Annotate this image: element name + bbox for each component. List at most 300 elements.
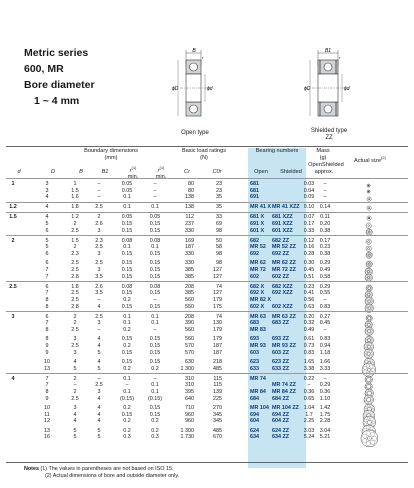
table-row <box>0 412 414 419</box>
cell-shielded: MR 84 ZZ <box>272 388 296 395</box>
cell-cr: 395 <box>185 388 194 395</box>
open-type-drawing <box>160 48 230 128</box>
cell-ms: 0.17 <box>319 237 331 244</box>
cell-open: 634 <box>250 434 259 441</box>
header-bottom-rule <box>6 178 408 179</box>
cell-b1: 4 <box>97 358 101 365</box>
cell-cr: 138 <box>185 204 194 211</box>
cell-d: 11 <box>44 411 50 418</box>
cell-d: 1 <box>11 181 15 187</box>
cell-mo: 0.16 <box>303 244 315 251</box>
cell-b: 2 <box>73 375 77 382</box>
cell-open: MR 93 <box>250 342 266 349</box>
cell-r2: 0.2 <box>151 427 159 434</box>
cell-shielded: 683 ZZ <box>272 320 290 327</box>
table-row <box>0 194 414 201</box>
cell-d: 4 <box>45 214 49 221</box>
table-row <box>0 290 414 297</box>
cell-b1: 2.5 <box>95 260 103 267</box>
cell-shielded: 682 ZZ <box>272 237 290 244</box>
shielded-type-caption: Shielded type ZZ <box>310 128 348 141</box>
table-row <box>0 304 414 311</box>
cell-open: 602 <box>250 273 259 280</box>
cell-open: MR 104 <box>250 404 269 411</box>
shielded-type-drawing <box>294 48 364 128</box>
cell-r1: 0.15 <box>121 220 133 227</box>
cell-ms: 1.66 <box>319 358 331 365</box>
cell-cr: 208 <box>185 283 194 290</box>
cell-shielded: 624 ZZ <box>272 427 290 434</box>
cell-ms: – <box>323 194 327 201</box>
cell-mo: 5.24 <box>303 434 315 441</box>
cell-ms: 0.29 <box>319 283 331 290</box>
bore-title: Bore diameter <box>24 79 95 91</box>
cell-b1: 4 <box>97 395 101 402</box>
cell-mo: 3.03 <box>303 427 315 434</box>
table-row <box>0 389 414 396</box>
cell-b1: 3 <box>97 266 101 273</box>
cell-mo: 0.49 <box>303 326 315 333</box>
cell-cor: 35 <box>216 194 222 201</box>
cell-r1: 0.15 <box>121 303 133 310</box>
cell-open: 693 <box>250 336 259 343</box>
cell-cr: 138 <box>185 194 194 201</box>
cell-d: 8 <box>45 326 49 333</box>
label-r-shielded: r <box>339 55 341 60</box>
table-row <box>0 366 414 373</box>
cell-cr: 710 <box>185 404 194 411</box>
cell-b: 2.3 <box>71 250 79 257</box>
table-bottom-rule <box>6 462 408 463</box>
cell-b: 4 <box>73 411 77 418</box>
cell-b: 4 <box>73 418 77 425</box>
cell-mo: 0.28 <box>303 250 315 257</box>
cell-cor: 218 <box>213 358 222 365</box>
cell-b: 2.5 <box>71 227 79 234</box>
group-rule <box>6 311 408 312</box>
cell-b: 5 <box>73 434 77 441</box>
cell-cr: 560 <box>185 336 194 343</box>
cell-r1: 0.15 <box>121 266 133 273</box>
cell-shielded: 602 ZZ <box>272 273 290 280</box>
cell-cr: 237 <box>185 220 194 227</box>
cell-shielded: 604 ZZ <box>272 418 290 425</box>
cell-cr: 1 300 <box>180 365 194 372</box>
table-row <box>0 428 414 435</box>
cell-r1: 0.08 <box>121 283 133 290</box>
cell-open: 682 X <box>250 283 265 290</box>
cell-open: 623 <box>250 358 259 365</box>
cell-d: 13 <box>44 427 50 434</box>
open-type-caption: Open type <box>181 130 209 136</box>
cell-b1: – <box>97 194 101 201</box>
series-title: Metric series <box>24 47 89 59</box>
cell-d: 3 <box>11 313 15 320</box>
cell-r2: – <box>153 375 157 382</box>
cell-open: MR 41 X <box>250 204 271 211</box>
cell-b: 1 <box>73 181 77 187</box>
cell-ms: 5.21 <box>319 434 331 441</box>
table-row <box>0 181 414 188</box>
cell-cr: 390 <box>185 320 194 327</box>
cell-d: 8 <box>45 388 49 395</box>
cell-mo: 0.61 <box>303 336 315 343</box>
header-mass: Mass (g) <box>316 148 330 161</box>
cell-cr: 310 <box>185 375 194 382</box>
cell-b: 5 <box>73 427 77 434</box>
cell-open: 682 <box>250 237 259 244</box>
cell-cor: 187 <box>213 349 222 356</box>
cell-cr: 960 <box>185 411 194 418</box>
cell-ms: 0.29 <box>319 260 331 267</box>
cell-d: 8 <box>45 296 49 303</box>
group-rule <box>6 235 408 236</box>
cell-cor: 23 <box>216 181 222 187</box>
cell-b: 3 <box>73 336 77 343</box>
table-row <box>0 376 414 383</box>
cell-r2: 0.2 <box>151 365 159 372</box>
cell-b: 2.5 <box>71 342 79 349</box>
cell-mo: 0.83 <box>303 349 315 356</box>
cell-b: 2 <box>73 320 77 327</box>
cell-r2: – <box>153 181 157 187</box>
cell-r1: 0.1 <box>123 375 131 382</box>
cell-d: 3 <box>45 181 49 187</box>
header-boundary: Boundary dimensions (mm) <box>84 148 138 161</box>
table-row <box>0 320 414 327</box>
cell-r1: 0.1 <box>123 388 131 395</box>
cell-b: 2.5 <box>71 296 79 303</box>
cell-ms: 3.04 <box>319 427 331 434</box>
cell-r1: 0.1 <box>123 204 131 211</box>
table-row <box>0 434 414 441</box>
cell-mo: – <box>307 382 311 389</box>
cell-open: 601 X <box>250 227 265 234</box>
cell-ms: 0.58 <box>319 273 331 280</box>
cell-d: 6 <box>45 227 49 234</box>
cell-cor: 58 <box>216 244 222 251</box>
table-row <box>0 314 414 321</box>
cell-cr: 330 <box>185 227 194 234</box>
cell-ms: 2.28 <box>319 418 331 425</box>
cell-b1: 4 <box>97 336 101 343</box>
cell-mo: 0.09 <box>303 194 315 201</box>
table-row <box>0 267 414 274</box>
col-mass-approx: approx. <box>314 169 334 175</box>
cell-cor: 345 <box>213 418 222 425</box>
cell-r1: 0.08 <box>121 237 133 244</box>
cell-cor: 127 <box>213 273 222 280</box>
cell-r1: 0.15 <box>121 411 133 418</box>
cell-ms: 0.83 <box>319 336 331 343</box>
label-r: r <box>202 55 204 60</box>
col-cr: Cr <box>184 169 190 175</box>
cell-cor: 270 <box>213 404 222 411</box>
cell-mo: 0.10 <box>303 204 315 211</box>
cell-b: 2.8 <box>71 273 79 280</box>
cell-cor: 127 <box>213 266 222 273</box>
cell-b1: – <box>97 375 101 382</box>
cell-mo: 1.04 <box>303 404 315 411</box>
table-row <box>0 297 414 304</box>
cell-r1: 0.2 <box>123 365 131 372</box>
cell-r1: 0.2 <box>123 404 131 411</box>
cell-r2: – <box>153 296 157 303</box>
cell-ms: 0.11 <box>319 214 331 221</box>
cell-cor: 33 <box>216 214 222 221</box>
table-row <box>0 228 414 235</box>
cell-cor: 23 <box>216 187 222 194</box>
cell-mo: 0.20 <box>303 313 315 320</box>
table-row <box>0 251 414 258</box>
cell-mo: 0.12 <box>303 237 315 244</box>
cell-open: MR 62 <box>250 260 266 267</box>
table-row <box>0 284 414 291</box>
cell-open: MR 74 <box>250 375 266 382</box>
cell-open: 603 <box>250 349 259 356</box>
cell-shielded: 602 XZZ <box>272 303 293 310</box>
cell-d: 7 <box>45 273 49 280</box>
cell-cr: 80 <box>188 187 194 194</box>
cell-r1: 0.15 <box>121 273 133 280</box>
table-header <box>6 146 408 181</box>
cell-ms: 1.18 <box>319 349 331 356</box>
cell-r2: 0.2 <box>151 418 159 425</box>
col-r-min: $r^{(1)}$ min. <box>127 165 139 181</box>
header-actual-size: Actual size$^{(2)}$ <box>354 155 386 164</box>
cell-cr: 560 <box>185 326 194 333</box>
cell-b1: – <box>97 296 101 303</box>
cell-b1: 3 <box>97 227 101 234</box>
cell-b: – <box>73 382 77 389</box>
col-mass-shielded: Shielded <box>322 162 344 168</box>
notes: Notes (1) The values in parentheses are not based on ISO 15. (2) Actual dimensions of bore and outside diameter only. <box>24 466 180 479</box>
cell-b: 2 <box>73 244 77 251</box>
cell-shielded: 694 ZZ <box>272 411 290 418</box>
cell-ms: – <box>323 187 327 194</box>
cell-b: 1.8 <box>71 204 79 211</box>
cell-open: 691 X <box>250 220 265 227</box>
table-row <box>0 244 414 251</box>
cell-open: MR 52 <box>250 244 266 251</box>
cell-ms: 0.94 <box>319 342 331 349</box>
cell-mo: 0.07 <box>303 214 315 221</box>
cell-cor: 670 <box>213 434 222 441</box>
cell-cr: 310 <box>185 382 194 389</box>
cell-b1: 3.5 <box>95 290 103 297</box>
cell-shielded: 684 ZZ <box>272 395 290 402</box>
header-bearing: Bearing numbers <box>255 148 299 154</box>
cell-b: 2.5 <box>71 266 79 273</box>
cell-cor: 74 <box>216 283 222 290</box>
label-d-inner-shielded: ϕd <box>344 86 350 92</box>
cell-b1: – <box>97 181 101 187</box>
cell-r1: 0.2 <box>123 326 131 333</box>
cell-cor: 98 <box>216 260 222 267</box>
table-row <box>0 204 414 211</box>
cell-d: 3 <box>45 187 49 194</box>
table-row <box>0 359 414 366</box>
cell-r1: 0.1 <box>123 244 131 251</box>
table-row <box>0 382 414 389</box>
cell-r1: 0.15 <box>121 227 133 234</box>
group-rule <box>6 281 408 282</box>
cell-shielded: MR 52 ZZ <box>272 244 296 251</box>
group-rule <box>6 202 408 203</box>
cell-r2: 0.15 <box>149 336 161 343</box>
cell-d: 7 <box>45 266 49 273</box>
cell-mo: 3.38 <box>303 365 315 372</box>
cell-b1: 2.5 <box>95 244 103 251</box>
cell-b1: 4 <box>97 404 101 411</box>
cell-cr: 1 300 <box>180 427 194 434</box>
cell-r1: 0.1 <box>123 313 131 320</box>
cell-mo: 0.22 <box>303 375 315 382</box>
cell-r2: 0.15 <box>149 411 161 418</box>
cell-d: 10 <box>44 358 50 365</box>
cell-shielded: MR 93 ZZ <box>272 342 296 349</box>
cell-shielded: 634 ZZ <box>272 434 290 441</box>
cell-ms: 0.38 <box>319 250 331 257</box>
cell-r2: 0.1 <box>151 244 159 251</box>
cell-shielded: 693 ZZ <box>272 336 290 343</box>
cell-mo: 0.65 <box>303 395 315 402</box>
cell-r1: 0.2 <box>123 296 131 303</box>
cell-cor: 179 <box>213 326 222 333</box>
cell-r2: – <box>153 187 157 194</box>
cell-mo: 0.36 <box>303 388 315 395</box>
cell-d: 7 <box>45 320 49 327</box>
cell-d: 5 <box>45 237 49 244</box>
cell-cr: 80 <box>188 181 194 187</box>
cell-mo: 0.56 <box>303 296 315 303</box>
cell-r2: 0.15 <box>149 290 161 297</box>
cell-r2: 0.15 <box>149 349 161 356</box>
cell-cor: 225 <box>213 395 222 402</box>
actual-size-icon <box>360 429 379 448</box>
cell-cor: 69 <box>216 220 222 227</box>
cell-r1: 0.2 <box>123 342 131 349</box>
cell-r1: 0.05 <box>121 187 133 194</box>
cell-ms: – <box>323 296 327 303</box>
cell-b1: 5 <box>97 427 101 434</box>
cell-shielded: 692 ZZ <box>272 250 290 257</box>
cell-cor: 98 <box>216 250 222 257</box>
cell-r1: 0.15 <box>121 349 133 356</box>
cell-cr: 187 <box>185 244 194 251</box>
cell-open: MR 84 <box>250 388 266 395</box>
cell-b1: 5 <box>97 434 101 441</box>
cell-shielded: 682 XZZ <box>272 283 293 290</box>
cell-b: 2.5 <box>71 395 79 402</box>
cell-d: 4 <box>45 204 49 211</box>
cell-cr: 330 <box>185 260 194 267</box>
cell-r2: 0.1 <box>151 320 159 327</box>
group-rule <box>6 212 408 213</box>
cell-mo: 1.65 <box>303 358 315 365</box>
cell-b1: 4 <box>97 418 101 425</box>
cell-r2: 0.15 <box>149 227 161 234</box>
cell-cr: 550 <box>185 303 194 310</box>
table-row <box>0 350 414 357</box>
cell-d: 10 <box>44 404 50 411</box>
cell-ms: 0.27 <box>319 313 331 320</box>
cell-r2: 0.15 <box>149 303 161 310</box>
cell-shielded: MR 74 ZZ <box>272 382 296 389</box>
cell-d: 9 <box>45 349 49 356</box>
cell-r1: 0.15 <box>121 358 133 365</box>
cell-ms: – <box>323 375 327 382</box>
cell-r2: (0.15) <box>147 395 163 402</box>
cell-r2: 0.15 <box>149 342 161 349</box>
cell-d: 13 <box>44 365 50 372</box>
cell-b1: 3 <box>97 250 101 257</box>
cell-d: 1.5 <box>9 214 17 221</box>
col-B: B <box>79 169 83 175</box>
cell-b1: 4 <box>97 342 101 349</box>
cell-shielded: MR 63 ZZ <box>272 313 296 320</box>
actual-size-icon <box>365 251 373 259</box>
group-rule <box>6 373 408 374</box>
cell-shielded: 692 XZZ <box>272 290 293 297</box>
cell-open: 691 <box>250 194 259 201</box>
cell-r1: – <box>125 382 129 389</box>
col-d: d <box>17 169 21 175</box>
cell-b: 1.5 <box>71 237 79 244</box>
cell-cor: 345 <box>213 411 222 418</box>
cell-mo: 0.03 <box>303 181 315 187</box>
cell-d: 5 <box>45 220 49 227</box>
table-row <box>0 418 414 425</box>
cell-ms: 0.55 <box>319 290 331 297</box>
cell-cor: 50 <box>216 237 222 244</box>
cell-b1: 2.5 <box>95 382 103 389</box>
cell-d: 6 <box>45 260 49 267</box>
cell-b: 5 <box>73 365 77 372</box>
table-row <box>0 260 414 267</box>
col-mass-open: Open <box>308 162 322 168</box>
cell-cr: 208 <box>185 313 194 320</box>
cell-cr: 330 <box>185 250 194 257</box>
cell-b1: 2.5 <box>95 313 103 320</box>
cell-mo: 0.33 <box>303 227 315 234</box>
cell-cor: 485 <box>213 427 222 434</box>
cell-r2: 0.05 <box>149 214 161 221</box>
cell-cor: 139 <box>213 388 222 395</box>
cell-r2: 0.3 <box>151 434 159 441</box>
cell-shielded: MR 41 XZZ <box>272 204 300 211</box>
cell-shielded: 601 XZZ <box>272 227 293 234</box>
cell-open: MR 83 <box>250 326 266 333</box>
cell-r1: 0.05 <box>121 214 133 221</box>
cell-ms: 1.42 <box>319 404 331 411</box>
cell-open: 681 <box>250 187 259 194</box>
cell-ms: 0.83 <box>319 303 331 310</box>
cell-d: 9 <box>45 342 49 349</box>
cell-b: 1.5 <box>71 187 79 194</box>
table-row <box>0 343 414 350</box>
label-d-inner: ϕd <box>207 86 213 92</box>
cell-open: 681 X <box>250 214 265 221</box>
cell-b1: 3 <box>97 388 101 395</box>
cell-cor: 485 <box>213 365 222 372</box>
cell-open: 683 <box>250 320 259 327</box>
cell-ms: 0.14 <box>319 204 331 211</box>
cell-b1: 2.6 <box>95 283 103 290</box>
cell-d: 2 <box>11 237 15 244</box>
cell-open: 604 <box>250 418 259 425</box>
cell-cr: 630 <box>185 358 194 365</box>
